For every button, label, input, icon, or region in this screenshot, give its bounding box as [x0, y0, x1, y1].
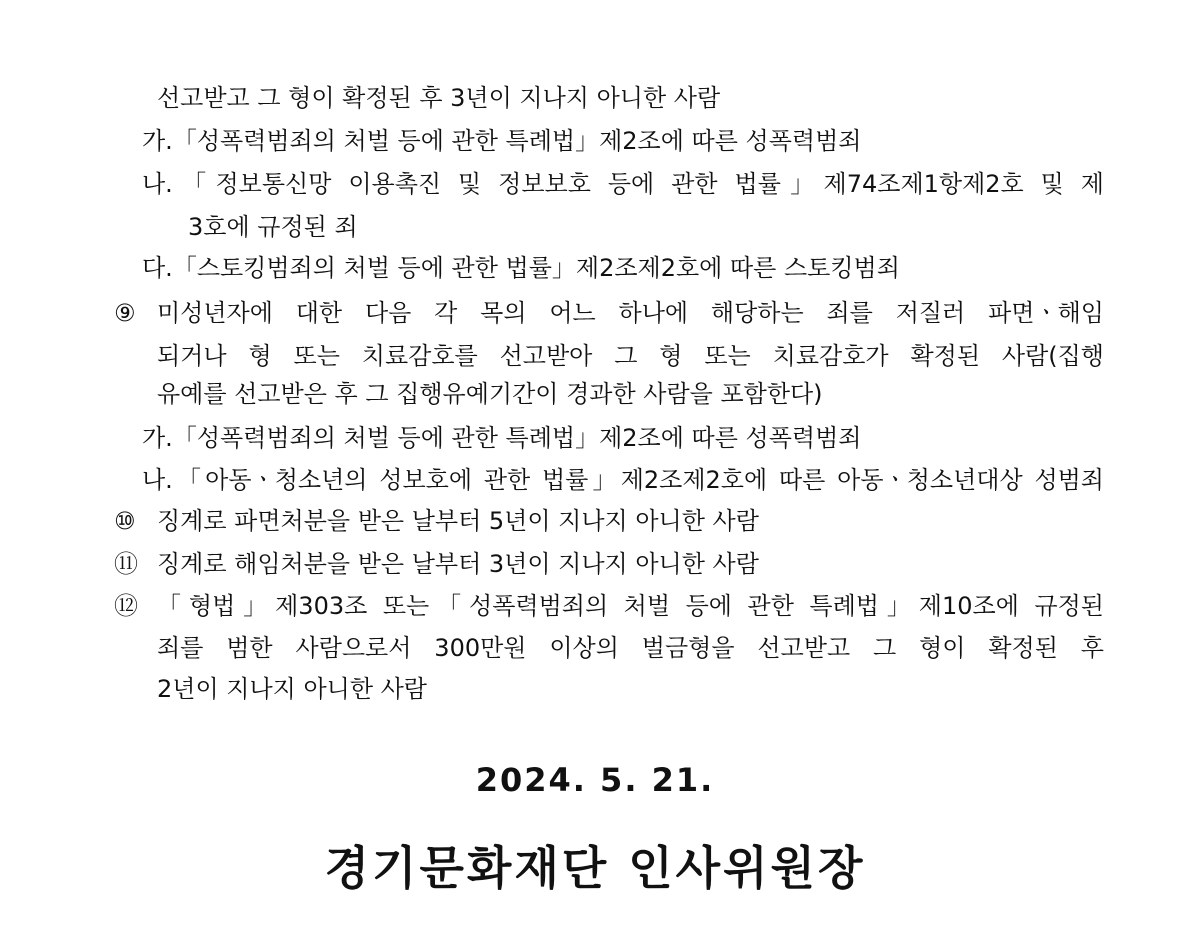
item-12-text-continued: 2년이 지나지 아니한 사람	[157, 675, 427, 703]
item-11-text: 징계로 해임처분을 받은 날부터 3년이 지나지 아니한 사람	[157, 550, 759, 578]
item-9-text-continued: 되거나 형 또는 치료감호를 선고받아 그 형 또는 치료감호가 확정된 사람(집행	[157, 342, 1104, 370]
subitem-na: 나.「아동ㆍ청소년의 성보호에 관한 법률」제2조제2호에 따른 아동ㆍ청소년대상 성범죄	[142, 466, 1104, 494]
subitem-na: 나.「정보통신망 이용촉진 및 정보보호 등에 관한 법률」제74조제1항제2호 및 제	[142, 170, 1104, 198]
subitem-da: 다.「스토킹범죄의 처벌 등에 관한 법률」제2조제2호에 따른 스토킹범죄	[142, 254, 900, 282]
item-9-text-continued: 유예를 선고받은 후 그 집행유예기간이 경과한 사람을 포함한다)	[157, 380, 823, 408]
item-12-text-continued: 죄를 범한 사람으로서 300만원 이상의 벌금형을 선고받고 그 형이 확정된 후	[157, 634, 1104, 662]
item-9-marker: ⑨	[114, 299, 136, 327]
item-9-text: 미성년자에 대한 다음 각 목의 어느 하나에 해당하는 죄를 저질러 파면ㆍ해임	[157, 299, 1104, 327]
item-12-text: 「형법」제303조 또는「성폭력범죄의 처벌 등에 관한 특례법」제10조에 규정된	[157, 592, 1104, 620]
document-date: 2024. 5. 21.	[475, 761, 715, 799]
text-line: 선고받고 그 형이 확정된 후 3년이 지나지 아니한 사람	[157, 84, 721, 112]
item-10-marker: ⑩	[114, 507, 136, 535]
item-12-marker: ⑫	[114, 592, 138, 620]
item-11-marker: ⑪	[114, 550, 138, 578]
signature-title: 경기문화재단 인사위원장	[324, 841, 866, 895]
item-10-text: 징계로 파면처분을 받은 날부터 5년이 지나지 아니한 사람	[157, 507, 759, 535]
subitem-ga: 가.「성폭력범죄의 처벌 등에 관한 특례법」제2조에 따른 성폭력범죄	[142, 424, 862, 452]
subitem-ga: 가.「성폭력범죄의 처벌 등에 관한 특례법」제2조에 따른 성폭력범죄	[142, 127, 862, 155]
subitem-na-continued: 3호에 규정된 죄	[188, 213, 358, 241]
